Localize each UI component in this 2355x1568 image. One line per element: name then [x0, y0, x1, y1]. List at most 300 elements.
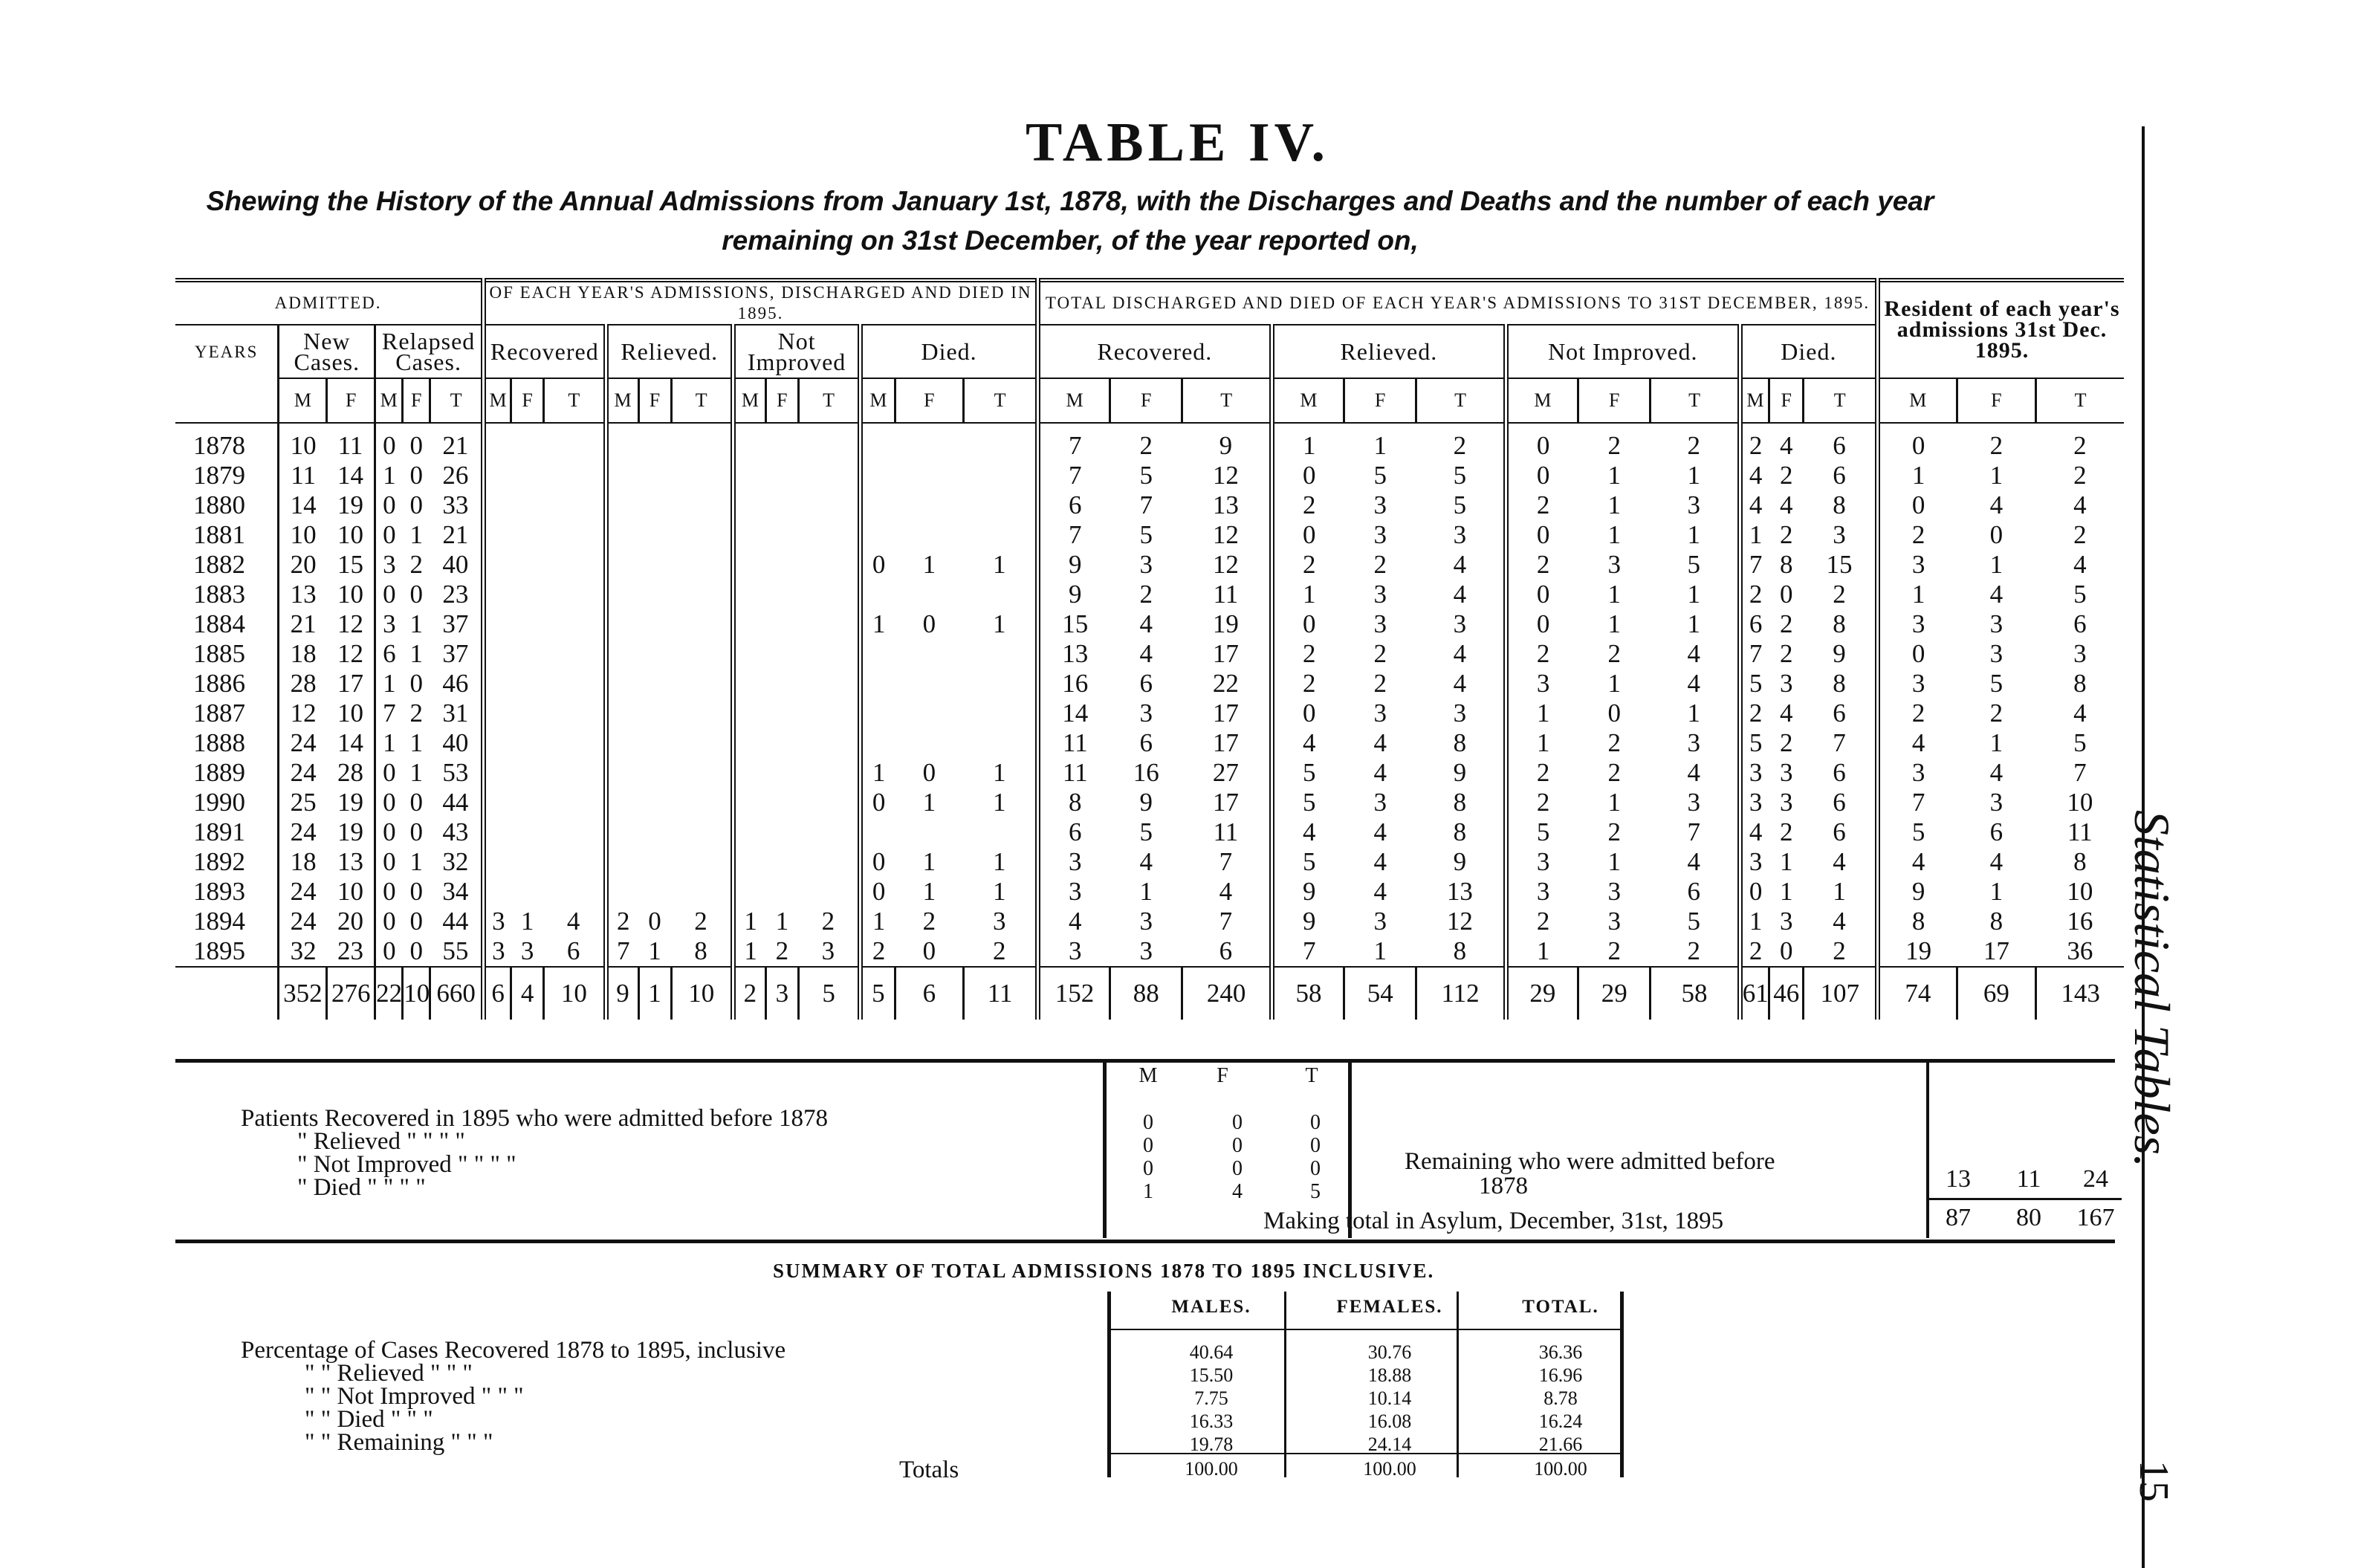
before-m-value: 0 [1143, 1111, 1153, 1134]
table-cell: 1 [409, 728, 423, 757]
table-cell: 1 [1833, 877, 1846, 906]
making-total-value: 167 [2076, 1204, 2115, 1231]
table-cell: 0 [861, 550, 895, 580]
table-cell: 9 [1272, 907, 1344, 936]
col-t-header: T [1416, 378, 1506, 423]
total-cell: 46 [1769, 967, 1804, 1020]
table-cell: 1 [375, 728, 403, 758]
table-cell: 22 [1212, 669, 1239, 698]
before-m-header: M [1138, 1064, 1158, 1087]
table-cell [861, 669, 895, 699]
table-cell: 4 [1373, 847, 1387, 876]
table-cell [671, 423, 733, 461]
table-cell: 1 [1506, 936, 1578, 967]
resident-header: Resident of each year's admissions 31st Dec. 1895. [1878, 280, 2124, 378]
col-m-header: M [1272, 378, 1344, 423]
table-cell [733, 669, 765, 699]
total-cell: 58 [1651, 967, 1740, 1020]
table-cell: 4 [1989, 847, 2003, 876]
table-cell: 3 [1740, 758, 1769, 788]
table-cell: 0 [375, 758, 403, 788]
year-cell: 1882 [193, 550, 245, 579]
table-cell: 0 [861, 788, 895, 817]
table-cell: 7 [2073, 758, 2087, 787]
year-cell: 1884 [193, 609, 245, 638]
table-cell: 11 [2067, 817, 2093, 846]
table-cell: 43 [442, 817, 469, 846]
total-cell: 660 [430, 967, 484, 1020]
table-cell [765, 423, 798, 461]
table-cell [964, 639, 1038, 669]
table-cell: 7 [1037, 423, 1110, 461]
table-cell: 3 [1740, 788, 1769, 817]
table-cell [964, 699, 1038, 728]
table-cell: 3 [484, 936, 511, 967]
table-cell: 13 [279, 580, 327, 609]
table-cell: 4 [566, 907, 580, 936]
table-cell: 34 [442, 877, 469, 906]
table-cell: 0 [1272, 699, 1344, 728]
table-cell: 8 [1833, 669, 1846, 698]
table-cell: 17 [1212, 699, 1239, 728]
total-not-improved-header: Not Improved. [1506, 325, 1740, 378]
table-cell [484, 639, 511, 669]
table-cell [484, 490, 511, 520]
table-cell: 0 [1272, 520, 1344, 550]
table-cell: 21 [442, 431, 469, 460]
total-cell: 152 [1037, 967, 1110, 1020]
table-cell: 1 [1687, 461, 1701, 490]
table-cell: 0 [375, 936, 403, 967]
total-cell: 5 [798, 967, 860, 1020]
table-cell: 1 [1272, 580, 1344, 609]
table-cell: 3 [1833, 520, 1846, 549]
table-cell: 2 [1453, 431, 1467, 460]
table-cell: 11 [279, 461, 327, 490]
total-cell: 352 [279, 967, 327, 1020]
table-cell [895, 490, 964, 520]
table-cell: 4 [1989, 758, 2003, 787]
table-cell: 14 [279, 490, 327, 520]
table-cell: 2 [1780, 817, 1793, 846]
before-t-header: T [1305, 1064, 1318, 1087]
before-f-value: 0 [1232, 1134, 1243, 1157]
table-cell [798, 817, 860, 847]
table-cell: 2 [1780, 461, 1793, 490]
col-f-header: F [1578, 378, 1651, 423]
table-cell: 3 [1037, 847, 1110, 877]
relapsed-cases-header: Relapsed Cases. [375, 325, 484, 378]
table-cell [638, 788, 671, 817]
table-cell: 2 [409, 699, 423, 728]
col-f-header: F [403, 378, 430, 423]
table-cell: 3 [1453, 520, 1467, 549]
table-cell: 5 [1506, 817, 1578, 847]
admissions-table [175, 278, 2124, 1020]
table-cell: 10 [337, 520, 363, 549]
table-cell: 7 [1687, 817, 1701, 846]
table-cell: 7 [1219, 907, 1233, 936]
table-cell: 9 [1878, 877, 1957, 907]
table-cell: 1 [1780, 847, 1793, 876]
before-row-label: " Not Improved " " " " [297, 1151, 516, 1178]
table-cell: 1 [922, 788, 936, 817]
table-cell: 3 [1780, 669, 1793, 698]
table-cell [484, 550, 511, 580]
table-cell: 1 [733, 907, 765, 936]
table-cell: 4 [1373, 817, 1387, 846]
col-m-header: M [484, 378, 511, 423]
col-f-header: F [1769, 378, 1804, 423]
table-cell: 3 [821, 936, 835, 965]
col-m-header: M [375, 378, 403, 423]
table-cell: 12 [1212, 550, 1239, 579]
table-cell: 44 [442, 788, 469, 817]
table-cell: 3 [1139, 550, 1153, 579]
total-cell: 112 [1416, 967, 1506, 1020]
table-cell: 1 [1272, 423, 1344, 461]
table-cell [606, 788, 638, 817]
table-cell [544, 520, 606, 550]
table-cell [638, 758, 671, 788]
table-cell: 2 [2073, 431, 2087, 460]
table-cell: 21 [279, 609, 327, 639]
table-cell: 2 [775, 936, 789, 965]
table-cell [544, 609, 606, 639]
table-cell [895, 639, 964, 669]
table-cell: 24 [279, 907, 327, 936]
table-cell [484, 580, 511, 609]
table-cell: 13 [1446, 877, 1473, 906]
total-cell: 69 [1957, 967, 2036, 1020]
table-cell: 1 [1989, 550, 2003, 579]
table-cell: 6 [1833, 788, 1846, 817]
table-cell [671, 461, 733, 490]
table-cell [861, 490, 895, 520]
subtitle-line-2: remaining on 31st December, of the year reported on, [722, 225, 1419, 256]
table-cell: 0 [375, 580, 403, 609]
before-f-value: 4 [1232, 1180, 1243, 1203]
table-cell: 1 [1687, 520, 1701, 549]
before-m-value: 0 [1143, 1134, 1153, 1157]
table-row [175, 758, 2124, 788]
table-cell [733, 847, 765, 877]
table-cell [798, 847, 860, 877]
remaining-value: 13 [1946, 1165, 1971, 1193]
table-cell [511, 490, 544, 520]
table-cell [765, 788, 798, 817]
col-m-header: M [1878, 378, 1957, 423]
table-cell: 5 [1272, 788, 1344, 817]
table-cell: 3 [520, 936, 534, 965]
table-cell [544, 788, 606, 817]
summary-row-label: " " Not Improved " " " [305, 1383, 524, 1410]
table-cell: 11 [1037, 758, 1110, 788]
table-cell [638, 817, 671, 847]
table-cell: 2 [409, 550, 423, 579]
table-cell: 4 [1780, 431, 1793, 460]
table-cell [544, 639, 606, 669]
col-f-header: F [895, 378, 964, 423]
year-cell: 1895 [193, 936, 245, 965]
table-cell: 4 [1687, 758, 1701, 787]
table-cell [798, 461, 860, 490]
table-cell: 13 [1037, 639, 1110, 669]
table-cell: 5 [1139, 817, 1153, 846]
summary-males-total: 100.00 [1185, 1458, 1238, 1480]
rule [1928, 1198, 2122, 1200]
table-row [175, 728, 2124, 758]
table-cell: 4 [1989, 490, 2003, 519]
total-cell: 3 [765, 967, 798, 1020]
table-cell: 0 [1878, 423, 1957, 461]
table-cell: 9 [1272, 877, 1344, 907]
table-cell: 4 [1878, 728, 1957, 758]
table-cell: 10 [279, 520, 327, 550]
year-cell: 1880 [193, 490, 245, 519]
table-cell: 3 [1373, 788, 1387, 817]
table-cell [544, 669, 606, 699]
table-cell [511, 758, 544, 788]
table-cell [606, 580, 638, 609]
table-cell [733, 461, 765, 490]
summary-females: 10.14 [1367, 1387, 1412, 1409]
year-cell: 1893 [193, 877, 245, 906]
table-cell: 1 [409, 758, 423, 787]
table-cell [765, 461, 798, 490]
table-cell [511, 520, 544, 550]
table-cell: 24 [279, 728, 327, 758]
table-cell [895, 669, 964, 699]
table-cell: 2 [821, 907, 835, 936]
table-cell [895, 699, 964, 728]
table-cell: 1 [1607, 580, 1621, 609]
summary-row-label: " " Relieved " " " [305, 1360, 473, 1387]
table-cell [861, 580, 895, 609]
table-cell: 8 [694, 936, 707, 965]
table-cell [606, 639, 638, 669]
table-cell: 25 [279, 788, 327, 817]
table-cell [964, 728, 1038, 758]
table-cell: 1 [993, 847, 1006, 876]
section-rule [175, 1059, 2115, 1063]
table-cell: 0 [409, 907, 423, 936]
divider-line [1926, 1063, 1929, 1238]
table-cell [606, 550, 638, 580]
table-cell: 1 [1780, 877, 1793, 906]
table-cell [733, 520, 765, 550]
table-cell: 2 [1506, 907, 1578, 936]
table-row [175, 936, 2124, 967]
table-cell: 1 [861, 609, 895, 639]
table-cell [544, 550, 606, 580]
table-cell: 15 [1826, 550, 1853, 579]
table-cell [544, 423, 606, 461]
table-cell: 12 [1446, 907, 1473, 936]
table-cell: 9 [1833, 639, 1846, 668]
table-cell: 2 [1272, 490, 1344, 520]
table-cell: 2 [1373, 669, 1387, 698]
table-cell: 15 [337, 550, 363, 579]
before-f-value: 0 [1232, 1157, 1243, 1180]
table-cell [861, 639, 895, 669]
years-header: YEARS [195, 342, 259, 361]
table-cell: 0 [1607, 699, 1621, 728]
table-cell: 5 [1272, 847, 1344, 877]
total-cell: 2 [733, 967, 765, 1020]
table-cell: 3 [1037, 877, 1110, 907]
table-cell [638, 520, 671, 550]
table-cell [671, 758, 733, 788]
summary-females: 30.76 [1367, 1341, 1412, 1363]
table-cell [511, 817, 544, 847]
table-row [175, 669, 2124, 699]
table-cell: 4 [1453, 580, 1467, 609]
table-cell [964, 520, 1038, 550]
table-cell: 2 [1373, 550, 1387, 579]
table-cell [671, 788, 733, 817]
table-cell: 13 [1212, 490, 1239, 519]
table-cell [964, 423, 1038, 461]
table-cell: 1 [1687, 609, 1701, 638]
table-cell [733, 817, 765, 847]
table-cell: 0 [409, 580, 423, 609]
table-cell: 31 [442, 699, 469, 728]
table-cell [606, 877, 638, 907]
table-cell: 3 [1878, 609, 1957, 639]
died-header: Died. [861, 325, 1038, 378]
summary-total: 21.66 [1538, 1433, 1583, 1455]
table-cell [861, 423, 895, 461]
table-cell [765, 699, 798, 728]
year-cell: 1883 [193, 580, 245, 609]
table-cell: 2 [1139, 431, 1153, 460]
table-cell: 5 [1373, 461, 1387, 490]
table-cell: 16 [2067, 907, 2093, 936]
table-cell: 2 [1740, 580, 1769, 609]
table-cell [861, 520, 895, 550]
total-discharged-header: TOTAL DISCHARGED AND DIED OF EACH YEAR'S ADMISSIONS TO 31ST DECEMBER, 1895. [1037, 280, 1877, 325]
table-cell: 4 [1219, 877, 1233, 906]
table-cell: 2 [1272, 550, 1344, 580]
before-t-value: 0 [1310, 1111, 1321, 1134]
table-cell [638, 580, 671, 609]
table-cell [484, 669, 511, 699]
table-cell: 11 [1037, 728, 1110, 758]
table-cell: 8 [1453, 728, 1467, 757]
table-cell: 8 [1989, 907, 2003, 936]
table-cell: 0 [1272, 609, 1344, 639]
col-f-header: F [1344, 378, 1416, 423]
before-t-value: 0 [1310, 1134, 1321, 1157]
year-cell: 1881 [193, 520, 245, 549]
table-cell: 4 [1780, 490, 1793, 519]
table-cell: 0 [409, 461, 423, 490]
total-cell: 88 [1110, 967, 1182, 1020]
table-cell: 6 [1037, 490, 1110, 520]
table-cell [733, 423, 765, 461]
table-cell [733, 699, 765, 728]
col-t-header: T [1651, 378, 1740, 423]
table-cell [511, 580, 544, 609]
table-cell: 4 [1740, 461, 1769, 490]
table-cell: 1 [922, 550, 936, 579]
table-cell: 4 [1833, 847, 1846, 876]
table-cell: 2 [1607, 431, 1621, 460]
table-cell [484, 461, 511, 490]
years-spacer [175, 378, 279, 423]
making-total-label: Making total in Asylum, December, 31st, 1895 [1263, 1208, 1724, 1234]
table-cell [798, 788, 860, 817]
year-cell: 1888 [193, 728, 245, 757]
table-cell: 2 [1506, 639, 1578, 669]
table-cell [895, 520, 964, 550]
table-row [175, 699, 2124, 728]
table-cell: 5 [1687, 550, 1701, 579]
col-m-header: M [861, 378, 895, 423]
col-f-header: F [638, 378, 671, 423]
table-cell: 5 [2073, 728, 2087, 757]
table-cell: 17 [1212, 728, 1239, 757]
table-cell: 6 [1833, 461, 1846, 490]
summary-total: 8.78 [1543, 1387, 1578, 1409]
table-cell: 19 [337, 490, 363, 519]
table-cell: 0 [375, 788, 403, 817]
col-f-header: F [327, 378, 375, 423]
table-cell: 40 [442, 728, 469, 757]
table-row [175, 550, 2124, 580]
table-row [175, 461, 2124, 490]
table-cell [733, 877, 765, 907]
table-cell [544, 877, 606, 907]
table-cell: 0 [1740, 877, 1769, 907]
relieved-header: Relieved. [606, 325, 733, 378]
table-cell: 1 [1607, 490, 1621, 519]
table-cell: 20 [337, 907, 363, 936]
table-cell [733, 758, 765, 788]
table-cell: 3 [1506, 847, 1578, 877]
table-cell: 2 [1506, 758, 1578, 788]
subtitle-line-1: Shewing the History of the Annual Admissions from January 1st, 1878, with the Discharges and Deaths and the number of each year [206, 186, 1934, 216]
table-cell: 2 [1272, 669, 1344, 699]
table-cell [484, 520, 511, 550]
table-cell: 1 [861, 907, 895, 936]
table-cell: 7 [1139, 490, 1153, 519]
table-cell [606, 423, 638, 461]
table-cell: 0 [409, 788, 423, 817]
table-cell [671, 877, 733, 907]
table-cell: 4 [1687, 847, 1701, 876]
table-cell: 0 [375, 877, 403, 907]
table-cell: 9 [1453, 758, 1467, 787]
table-cell: 4 [1373, 758, 1387, 787]
table-cell [798, 669, 860, 699]
table-cell: 1 [1506, 699, 1578, 728]
table-cell: 1 [993, 758, 1006, 787]
table-cell: 3 [1139, 936, 1153, 965]
page-title: TABLE IV. [1025, 112, 1330, 173]
table-cell [798, 728, 860, 758]
table-cell: 3 [1506, 669, 1578, 699]
table-cell: 4 [1272, 728, 1344, 758]
total-cell: 4 [511, 967, 544, 1020]
table-cell: 14 [1037, 699, 1110, 728]
table-cell: 8 [1453, 936, 1467, 965]
table-cell: 2 [1687, 431, 1701, 460]
table-cell: 8 [1780, 550, 1793, 579]
table-cell [638, 461, 671, 490]
table-cell: 5 [1878, 817, 1957, 847]
